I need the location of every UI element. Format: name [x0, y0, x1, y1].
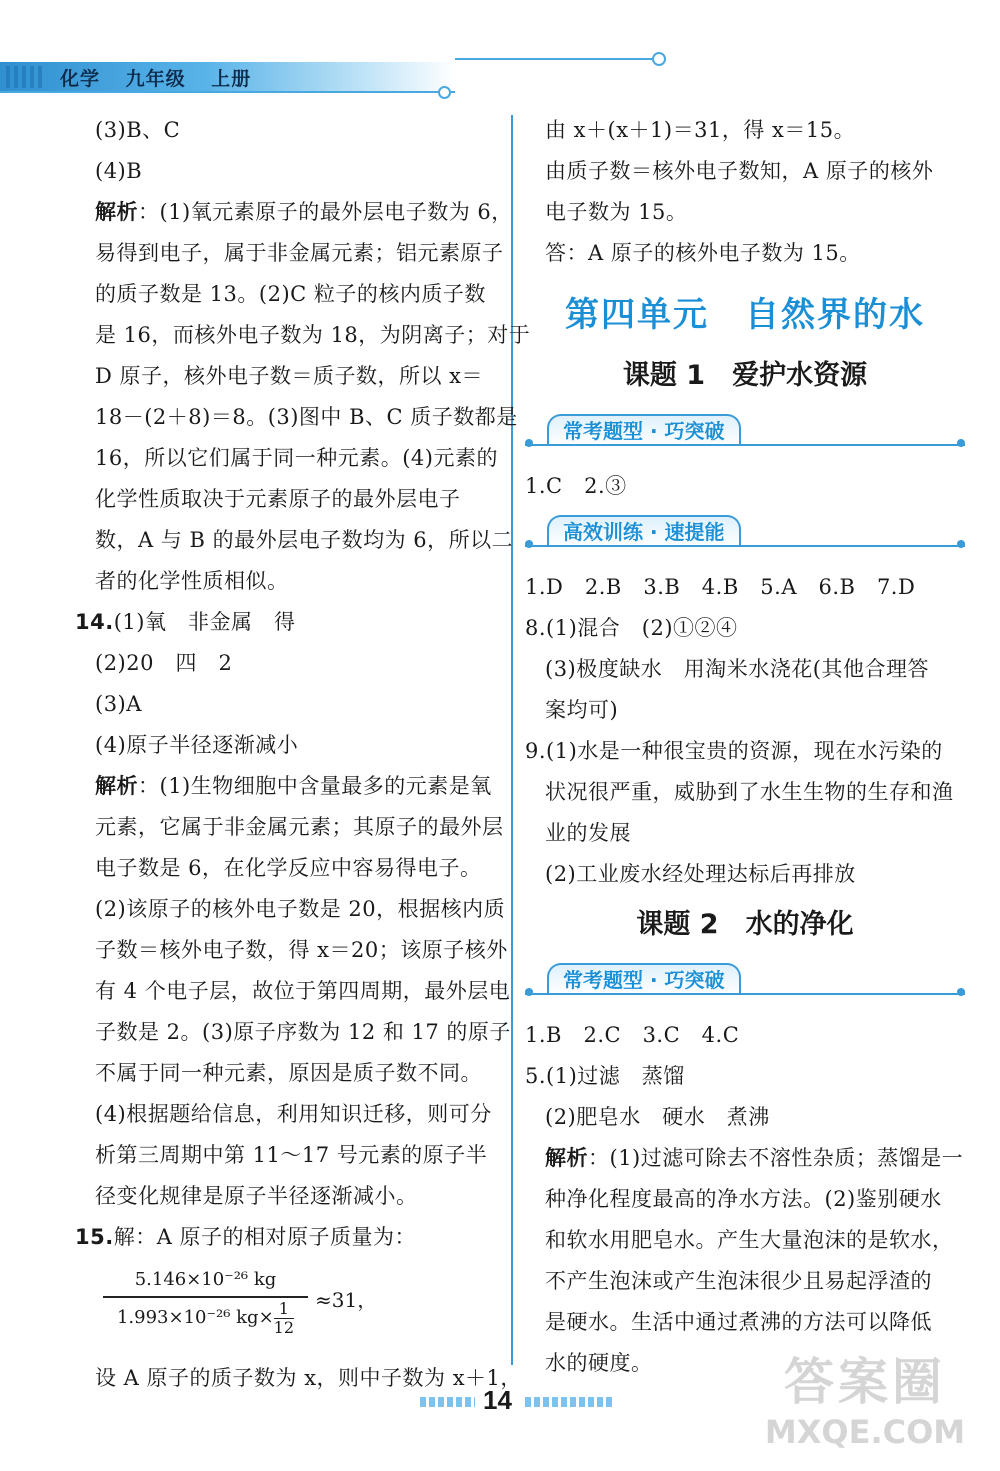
- analysis-line: 径变化规律是原子半径逐渐减小。: [95, 1184, 418, 1208]
- rule-dot: [525, 540, 533, 548]
- analysis-line: 易得到电子，属于非金属元素；铝元素原子: [95, 241, 504, 265]
- section-tag: [525, 414, 965, 448]
- fraction-denominator: 1.993×10⁻²⁶ kg× $\frac{1}{12}$: [116, 1298, 295, 1337]
- one-twelfth: $\frac{1}{12}$: [273, 1298, 295, 1337]
- analysis-line: 是硬水。生活中通过煮沸的方法可以降低: [545, 1310, 932, 1334]
- lesson-title: 课题 1 爱护水资源: [622, 360, 868, 391]
- rule-dot: [957, 540, 965, 548]
- top-dot: [652, 52, 666, 66]
- answer-line: 业的发展: [545, 821, 631, 845]
- answer-line: (3)B、C: [95, 118, 181, 142]
- answer-line: (4)原子半径逐渐减小: [95, 733, 299, 757]
- header-decoration: [6, 66, 46, 88]
- analysis-line: 解析：(1)过滤可除去不溶性杂质；蒸馏是一: [545, 1146, 964, 1170]
- analysis-line: 数，A 与 B 的最外层电子数均为 6，所以二: [95, 528, 514, 552]
- rule-dot: [957, 988, 965, 996]
- answer-line: (2)工业废水经处理达标后再排放: [545, 862, 856, 886]
- question-14: 14.(1)氧 非金属 得: [75, 610, 296, 634]
- bar-dot: [438, 86, 451, 99]
- analysis-line: 元素，它属于非金属元素；其原子的最外层: [95, 815, 504, 839]
- top-line: [455, 58, 655, 60]
- section-tag: [525, 515, 965, 549]
- analysis-line: 解析：(1)生物细胞中含量最多的元素是氧: [95, 774, 492, 798]
- answer-line: (3)A: [95, 692, 142, 716]
- answer-line: 8.(1)混合 (2)①②④: [525, 616, 738, 640]
- answer-line: 设 A 原子的质子数为 x，则中子数为 x＋1，: [95, 1366, 522, 1390]
- section-tag: [525, 963, 965, 997]
- analysis-label: 解析: [545, 1146, 588, 1170]
- rule-dot: [957, 439, 965, 447]
- section-tag-label: 高效训练 · 速提能: [547, 515, 741, 547]
- answer-line: 案均可): [545, 698, 619, 722]
- analysis-line: 16，所以它们属于同一种元素。(4)元素的: [95, 446, 498, 470]
- watermark-text: 答案圈: [784, 1353, 946, 1411]
- section-tag-label: 常考题型 · 巧突破: [547, 963, 741, 995]
- analysis-line: 析第三周期中第 11～17 号元素的原子半: [95, 1143, 488, 1167]
- analysis-line: 不产生泡沫或产生泡沫很少且易起浮渣的: [545, 1269, 932, 1293]
- analysis-label: 解析: [95, 200, 138, 224]
- section-rule: [525, 545, 965, 547]
- analysis-line: (4)根据题给信息，利用知识迁移，则可分: [95, 1102, 492, 1126]
- fraction-numerator: 5.146×10⁻²⁶ kg: [103, 1266, 308, 1298]
- bar-line: [0, 91, 455, 93]
- rule-dot: [525, 439, 533, 447]
- analysis-line: 者的化学性质相似。: [95, 569, 289, 593]
- answer-line: 9.(1)水是一种很宝贵的资源，现在水污染的: [525, 739, 943, 763]
- analysis-label: 解析: [95, 774, 138, 798]
- question-15: 15.解：A 原子的相对原子质量为：: [75, 1225, 417, 1249]
- left-column: [75, 110, 531, 1399]
- page-number: 14: [483, 1385, 512, 1415]
- answer-line: 由质子数＝核外电子数知，A 原子的核外: [545, 159, 934, 183]
- answer-line: 电子数为 15。: [545, 200, 688, 224]
- analysis-line: 的质子数是 13。(2)C 粒子的核内质子数: [95, 282, 486, 306]
- analysis-line: 化学性质取决于元素原子的最外层电子: [95, 487, 461, 511]
- answer-line: 状况很严重，威胁到了水生生物的生存和渔: [545, 780, 954, 804]
- header-title: [60, 64, 269, 91]
- footer-decoration: [420, 1397, 475, 1407]
- answer-line: (3)极度缺水 用淘米水浇花(其他合理答: [545, 657, 929, 681]
- fraction-result: ≈31，: [315, 1288, 378, 1312]
- answer-line: (2)肥皂水 硬水 煮沸: [545, 1105, 770, 1129]
- lesson-title: 课题 2 水的净化: [636, 909, 854, 940]
- column-divider: [511, 115, 513, 1365]
- analysis-line: 种净化程度最高的净水方法。(2)鉴别硬水: [545, 1187, 942, 1211]
- analysis-line: 电子数是 6，在化学反应中容易得电子。: [95, 856, 482, 880]
- grade: 九年级: [125, 68, 186, 90]
- fraction: [103, 1266, 308, 1338]
- analysis-line: 18－(2＋8)＝8。(3)图中 B、C 质子数都是: [95, 405, 518, 429]
- unit-title: 第四单元 自然界的水: [565, 295, 925, 335]
- answer-line: 1.D 2.B 3.B 4.B 5.A 6.B 7.D: [525, 575, 916, 599]
- analysis-line: 不属于同一种元素，原因是质子数不同。: [95, 1061, 482, 1085]
- answer-line: 1.B 2.C 3.C 4.C: [525, 1023, 740, 1047]
- answer-line: 1.C 2.③: [525, 474, 627, 498]
- analysis-line: (2)该原子的核外电子数是 20，根据核内质: [95, 897, 506, 921]
- section-tag-label: 常考题型 · 巧突破: [547, 414, 741, 446]
- answer-line: 5.(1)过滤 蒸馏: [525, 1064, 685, 1088]
- rule-dot: [525, 988, 533, 996]
- answer-line: (4)B: [95, 159, 143, 183]
- answer-line: (2)20 四 2: [95, 651, 233, 675]
- analysis-line: 解析：(1)氧元素原子的最外层电子数为 6，: [95, 200, 513, 224]
- analysis-line: 是 16，而核外电子数为 18，为阴离子；对于: [95, 323, 531, 347]
- fraction-equation: [75, 1262, 505, 1352]
- analysis-line: D 原子，核外电子数＝质子数，所以 x＝: [95, 364, 484, 388]
- question-number: 15.: [75, 1225, 114, 1249]
- analysis-line: 子数是 2。(3)原子序数为 12 和 17 的原子: [95, 1020, 511, 1044]
- question-number: 14.: [75, 610, 114, 634]
- watermark-url: MXQE.COM: [764, 1413, 966, 1451]
- analysis-line: 有 4 个电子层，故位于第四周期，最外层电: [95, 979, 511, 1003]
- watermark-logo: [750, 1351, 980, 1461]
- right-column: [525, 110, 965, 1384]
- footer-decoration: [525, 1397, 615, 1407]
- answer-line: 由 x＋(x＋1)＝31，得 x＝15。: [545, 118, 856, 142]
- analysis-line: 和软水用肥皂水。产生大量泡沫的是软水，: [545, 1228, 954, 1252]
- answer-line: 答：A 原子的核外电子数为 15。: [545, 241, 861, 265]
- subject: 化学: [60, 68, 101, 90]
- volume: 上册: [211, 68, 252, 90]
- analysis-line: 水的硬度。: [545, 1351, 653, 1375]
- section-rule: [525, 444, 965, 446]
- analysis-line: 子数＝核外电子数，得 x＝20；该原子核外: [95, 938, 508, 962]
- section-rule: [525, 993, 965, 995]
